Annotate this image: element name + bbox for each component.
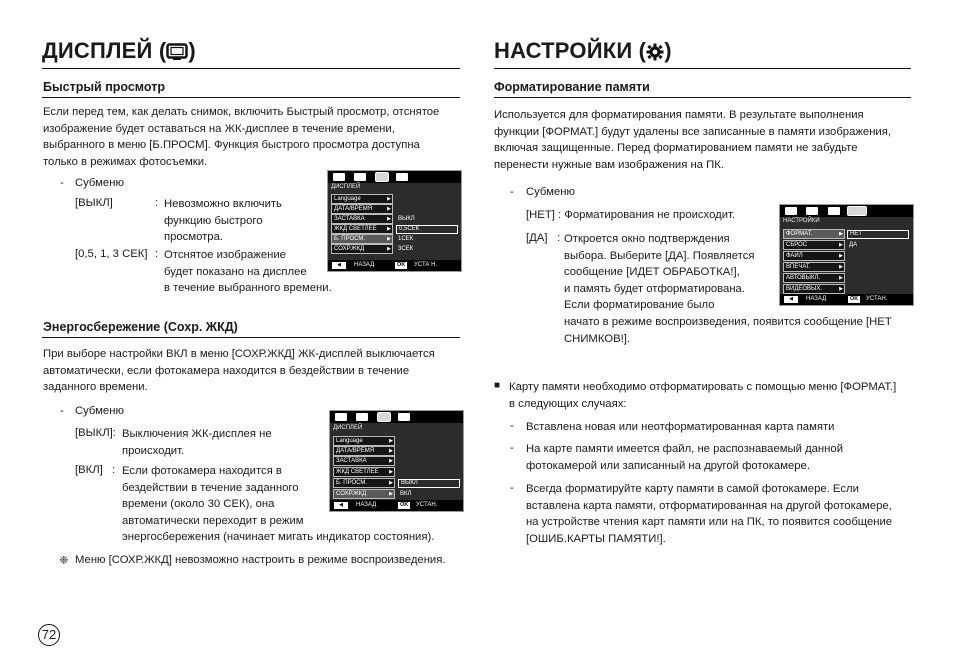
quick-view-paragraph — [43, 104, 439, 170]
text-line: Если фотокамера находится в — [122, 465, 282, 477]
heading-quick-view: Быстрый просмотр — [43, 80, 165, 94]
text-line: бездействии в течение заданного — [122, 481, 299, 494]
dash: - — [60, 177, 64, 189]
bullet-square-icon: ■ — [494, 380, 501, 391]
text-line: включая защищенные. Перед форматированием памяти не забудьте — [494, 142, 858, 155]
sound-tab-icon — [354, 173, 366, 181]
text-line: сообщение [ИДЕТ ОБРАБОТКА!], — [564, 266, 740, 279]
menu-item: ВПЕЧАТ. ▶ — [783, 262, 845, 272]
menu-bottom-bar — [780, 294, 913, 305]
menu-title: НАСТРОЙКИ — [783, 218, 820, 224]
option-time-label: [0,5, 1, 3 СЕК] — [75, 248, 148, 260]
text-line: Отснятое изображение — [164, 249, 286, 261]
format-paragraph — [494, 107, 891, 173]
text-line: СНИМКОВ!]. — [564, 332, 631, 345]
menu-item: СОХР.ЖКД ▶ — [333, 489, 395, 499]
gear-icon — [646, 41, 664, 67]
menu-title: ДИСПЛЕЙ — [331, 184, 361, 190]
settings-tab-icon — [848, 207, 866, 215]
page-number: 72 — [38, 624, 60, 646]
back-arrow-icon: ◀ — [784, 296, 798, 303]
ok-icon: OK — [400, 502, 409, 508]
menu-item: СБРОС ▶ — [783, 240, 845, 250]
dash: - — [510, 420, 514, 432]
colon: : — [112, 464, 116, 476]
camera-menu-quick-view — [327, 170, 462, 272]
back-label: НАЗАД — [806, 296, 827, 302]
text-line: Если форматирование было — [564, 299, 715, 312]
back-label: НАЗАД — [354, 262, 375, 268]
camera-tab-icon — [785, 207, 797, 215]
submenu-label: Субменю — [526, 186, 575, 198]
option-off-label: [ВЫКЛ]: — [75, 427, 116, 439]
heading-format-memory: Форматирование памяти — [494, 80, 650, 94]
menu-item: Б. ПРОСМ. ▶ — [333, 478, 395, 488]
text-line: автоматически переходит в режим — [122, 514, 304, 527]
text-line: функции [ФОРМАТ.] будут удалены все записанные в памяти изображения, — [494, 125, 892, 138]
text-line: функцию быстрого — [164, 214, 263, 227]
menu-item: ФОРМАТ. ▶ — [783, 229, 845, 239]
menu-option: ДА — [849, 242, 858, 248]
back-arrow-icon: ◀ — [332, 262, 346, 269]
dash: - — [60, 405, 64, 417]
text-line: и память будет отформатирована. — [564, 282, 745, 295]
menu-option: 0,5СЕК — [396, 225, 458, 234]
note-text: Меню [СОХР.ЖКД] невозможно настроить в режиме воспроизведения. — [75, 554, 446, 566]
menu-item: Б. ПРОСМ. ▶ — [331, 234, 393, 244]
back-label: НАЗАД — [356, 502, 377, 508]
menu-tabs — [780, 205, 913, 217]
menu-bottom-bar — [328, 260, 461, 271]
text-line: вставлена карта памяти, отформатированная на другой фотокамере, — [526, 499, 892, 512]
case-item — [526, 441, 843, 474]
ok-icon: OK — [850, 296, 859, 302]
text-line: заданного времени. — [43, 381, 148, 394]
title-close: ) — [664, 38, 672, 63]
camera-menu-format — [779, 204, 914, 306]
text-line: фотокамерой или записанный на другой фотокамере. — [526, 459, 810, 472]
colon: : — [557, 232, 561, 244]
display-tab-icon — [378, 413, 390, 421]
text-line: энергосбережения (начинает мигать индикатор состояния). — [122, 531, 435, 544]
set-label: УСТАН. — [416, 502, 438, 508]
title-rule — [42, 68, 460, 69]
back-arrow-icon: ◀ — [334, 502, 348, 509]
menu-bottom-bar — [330, 500, 463, 511]
display-tab-icon — [828, 207, 840, 215]
menu-tabs — [328, 171, 461, 183]
menu-item: ЗАСТАВКА ▶ — [333, 456, 395, 466]
section-title-settings — [494, 38, 672, 67]
heading-rule — [494, 97, 911, 98]
settings-tab-icon — [398, 413, 410, 421]
menu-item: Language ▶ — [333, 436, 395, 446]
submenu-label: Субменю — [75, 177, 124, 189]
text-line: автоматически, если фотокамера находится в бездействии в течение — [43, 364, 410, 377]
text-line: Выключения ЖК-дисплея не — [122, 428, 272, 440]
menu-option: ВЫКЛ — [398, 479, 460, 488]
option-off-desc — [164, 196, 282, 246]
text-line: Откроется окно подтверждения — [564, 233, 730, 245]
text-line: перенести нужные вам изображения на ПК. — [494, 158, 724, 171]
text-line: только в режимах фотосъемки. — [43, 155, 208, 168]
text-line: Карту памяти необходимо отформатировать с помощью меню [ФОРМАТ.] — [509, 381, 897, 393]
settings-tab-icon — [396, 173, 408, 181]
option-yes-label: [ДА] — [526, 232, 548, 244]
menu-item: Language ▶ — [331, 194, 393, 204]
menu-item: ЖКД СВЕТЛЕЕ ▶ — [333, 467, 395, 477]
sound-tab-icon — [356, 413, 368, 421]
menu-item: ДАТА/ВРЕМЯ ▶ — [333, 446, 395, 456]
title-text: ДИСПЛЕЙ ( — [42, 38, 167, 63]
heading-rule — [42, 337, 460, 338]
camera-tab-icon — [335, 413, 347, 421]
note-mark-icon: ❈ — [59, 555, 69, 567]
text-line: Используется для форматирования памяти. В результате выполнения — [494, 109, 864, 121]
colon: : — [155, 248, 159, 260]
colon: : — [155, 197, 159, 209]
title-rule — [494, 68, 911, 69]
text-line: выбора. Выберите [ДА]. Появляется — [564, 249, 755, 262]
text-line: времени (около 30 СЕК), она — [122, 498, 275, 511]
menu-option: ВЫКЛ — [398, 216, 415, 222]
menu-item: ВИДЕОВЫХ. ▶ — [783, 284, 845, 294]
heading-rule — [42, 97, 460, 98]
text-line: изображение будет оставаться на ЖК-дисплее в течение времени, — [43, 122, 395, 135]
text-line: происходит. — [122, 444, 185, 457]
submenu-label: Субменю — [75, 405, 124, 417]
menu-item: ФАЙЛ ▶ — [783, 251, 845, 261]
camera-menu-power-save — [329, 410, 464, 512]
format-note — [509, 379, 896, 412]
text-line: на устройстве чтения карт памяти или на ПК, то появится сообщение — [526, 516, 893, 529]
menu-option: НЕТ — [847, 230, 909, 239]
menu-item: ЖКД СВЕТЛЕЕ ▶ — [331, 224, 393, 234]
text-line: в течение выбранного времени. — [164, 282, 332, 295]
title-text: НАСТРОЙКИ ( — [494, 38, 647, 63]
case-item — [526, 481, 892, 547]
power-save-paragraph — [43, 346, 435, 396]
set-label: УСТА Н. — [414, 262, 438, 268]
camera-tab-icon — [333, 173, 345, 181]
display-tab-icon — [376, 173, 388, 181]
dash: - — [510, 186, 514, 198]
menu-item: АВТОВЫКЛ. ▶ — [783, 273, 845, 283]
heading-power-save: Энергосбережение (Сохр. ЖКД) — [43, 320, 238, 334]
text-line: На карте памяти имеется файл, не распознаваемый данной — [526, 443, 844, 455]
sound-tab-icon — [806, 207, 818, 215]
text-line: в следующих случаях: — [509, 397, 627, 410]
menu-item: ЗАСТАВКА ▶ — [331, 214, 393, 224]
text-line: просмотра. — [164, 231, 224, 244]
option-on-label: [ВКЛ] — [75, 464, 103, 476]
text-line: Всегда форматируйте карту памяти в самой фотокамере. Если — [526, 483, 859, 495]
ok-icon: OK — [397, 262, 406, 268]
title-close: ) — [188, 38, 196, 63]
text-line: начато в режиме воспроизведения, появится сообщение [НЕТ — [564, 315, 892, 328]
menu-item: СОХР.ЖКД ▶ — [331, 244, 393, 254]
text-line: Если перед тем, как делать снимок, включить Быстрый просмотр, отснятое — [43, 106, 440, 118]
menu-title: ДИСПЛЕЙ — [333, 425, 363, 431]
set-label: УСТАН. — [866, 296, 888, 302]
option-off-label: [ВЫКЛ] — [75, 197, 113, 209]
menu-option: 1СЕК — [398, 236, 414, 242]
dash: - — [510, 442, 514, 454]
option-no-line: [НЕТ] : Форматирования не происходит. — [526, 209, 736, 221]
menu-option: ВКЛ — [400, 491, 412, 497]
text-line: выбранного в меню [Б.ПРОСМ]. Функция быстрого просмотра доступна — [43, 139, 420, 152]
section-title-display — [42, 38, 196, 67]
case-item — [526, 419, 834, 436]
menu-item: ДАТА/ВРЕМЯ ▶ — [331, 204, 393, 214]
text-line: Вставлена новая или неотформатированная карта памяти — [526, 421, 835, 433]
menu-option: 3СЕК — [398, 246, 414, 252]
dash: - — [510, 482, 514, 494]
menu-tabs — [330, 411, 463, 423]
text-line: При выборе настройки ВКЛ в меню [СОХР.ЖКД] ЖК-дисплей выключается — [43, 348, 435, 360]
text-line: [ОШИБ.КАРТЫ ПАМЯТИ!]. — [526, 532, 666, 545]
text-line: Невозможно включить — [164, 198, 282, 210]
option-time-desc — [164, 247, 332, 297]
text-line: будет показано на дисплее — [164, 265, 307, 278]
display-icon — [166, 41, 188, 67]
option-off-desc — [122, 426, 272, 459]
